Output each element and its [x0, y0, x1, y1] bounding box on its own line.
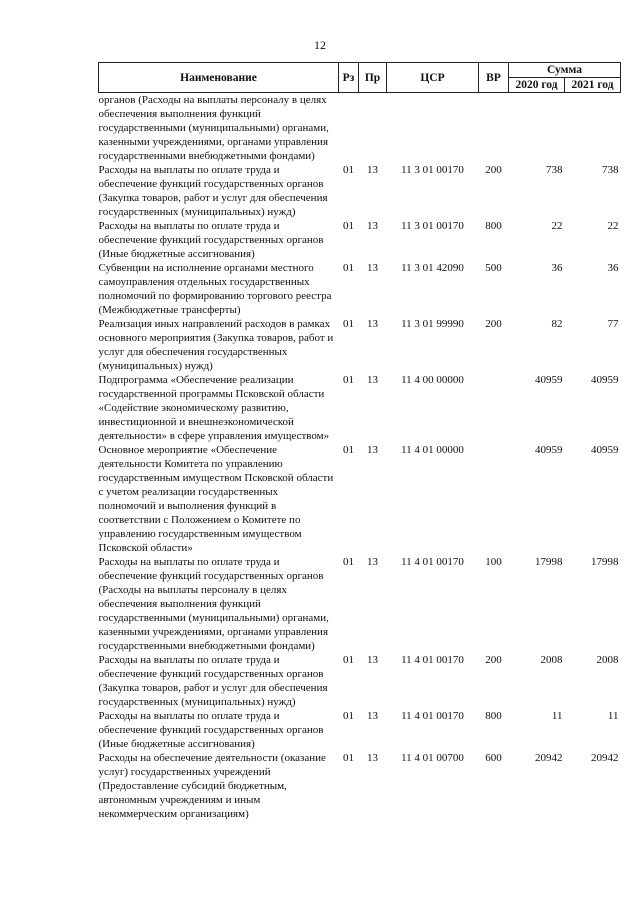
row-name: Расходы на выплаты по оплате труда и обеспечение функций государственных органов (Закупка товаров, работ и услуг для обеспечения государственных (муниципальных) нужд) [98, 654, 328, 708]
row-pr: 13 [367, 318, 378, 330]
row-name: Подпрограмма «Обеспечение реализации государственной программы Псковской области «Содействие экономическому развитию, инвестиционной и внешнеэкономической деятельности» в сфере управления имуществом» [98, 374, 330, 442]
row-rz: 01 [343, 220, 354, 232]
row-vr: 600 [485, 752, 502, 764]
row-name: Расходы на выплаты по оплате труда и обеспечение функций государственных органов (Закупка товаров, работ и услуг для обеспечения государственных (муниципальных) нужд) [98, 164, 328, 218]
row-sum-2020: 2008 [540, 654, 563, 666]
header-name: Наименование [99, 63, 339, 93]
table-row [99, 93, 621, 164]
header-sum: Сумма [509, 63, 621, 78]
row-sum-2020: 20942 [535, 752, 563, 764]
table-row [99, 261, 621, 317]
row-sum-2021: 17998 [591, 556, 619, 568]
row-rz: 01 [343, 374, 354, 386]
row-vr: 200 [485, 164, 502, 176]
row-name: Расходы на выплаты по оплате труда и обеспечение функций государственных органов (Расходы на выплаты персоналу в целях обеспечения выполнения функций государственными (муниципальными) органами, казенными учреждениями, органами управления государственными внебюджетными фондами) [98, 556, 329, 652]
budget-table [98, 62, 621, 821]
row-pr: 13 [367, 164, 378, 176]
header-year-2020: 2020 год [509, 78, 565, 93]
row-rz: 01 [343, 556, 354, 568]
row-vr: 200 [485, 318, 502, 330]
table-row [99, 653, 621, 709]
row-rz: 01 [343, 710, 354, 722]
row-pr: 13 [367, 654, 378, 666]
row-csr: 11 4 01 00700 [401, 752, 464, 764]
row-csr: 11 3 01 99990 [401, 318, 464, 330]
row-sum-2020: 11 [551, 710, 563, 722]
row-sum-2020: 738 [546, 164, 563, 176]
row-name: Расходы на обеспечение деятельности (оказание услуг) государственных учреждений (Предоставление субсидий бюджетным, автономным учреждениям и иным некоммерческим организациям) [98, 752, 326, 820]
row-rz: 01 [343, 164, 354, 176]
row-name: Субвенции на исполнение органами местного самоуправления отдельных государственных полномочий по формированию торгового реестра (Межбюджетные трансферты) [98, 262, 332, 316]
row-sum-2020: 82 [551, 318, 563, 330]
table-body [99, 93, 621, 822]
row-sum-2021: 11 [607, 710, 619, 722]
row-pr: 13 [367, 262, 378, 274]
row-csr: 11 4 01 00170 [401, 654, 464, 666]
table-row [99, 709, 621, 751]
row-pr: 13 [367, 444, 378, 456]
row-vr [479, 93, 509, 164]
header-rz: Рз [339, 63, 359, 93]
row-sum-2021: 738 [602, 164, 619, 176]
row-csr: 11 3 01 42090 [401, 262, 464, 274]
table-row [99, 373, 621, 443]
row-csr: 11 3 01 00170 [401, 164, 464, 176]
row-pr: 13 [367, 374, 378, 386]
row-name: Основное мероприятие «Обеспечение деятельности Комитета по управлению государственным имуществом Псковской области с учетом реализации государственных полномочий и выполнения функций в соответствии с Положением о Комитете по управлению государственным имуществом Псковской области» [98, 444, 334, 554]
row-pr [359, 93, 387, 164]
row-csr: 11 4 01 00170 [401, 710, 464, 722]
row-csr: 11 4 01 00000 [401, 444, 464, 456]
header-pr: Пр [359, 63, 387, 93]
table-header [99, 63, 621, 93]
header-year-2021: 2021 год [565, 78, 621, 93]
row-sum-2021: 36 [607, 262, 619, 274]
row-pr: 13 [367, 220, 378, 232]
table-row [99, 555, 621, 653]
row-sum-2021: 20942 [591, 752, 619, 764]
row-sum-2021: 77 [607, 318, 619, 330]
row-pr: 13 [367, 752, 378, 764]
row-pr: 13 [367, 710, 378, 722]
table-row [99, 443, 621, 555]
row-rz: 01 [343, 654, 354, 666]
row-csr: 11 4 00 00000 [401, 374, 464, 386]
row-sum-2020 [509, 93, 565, 164]
row-sum-2021: 2008 [596, 654, 619, 666]
row-sum-2020: 36 [551, 262, 563, 274]
row-vr: 800 [485, 220, 502, 232]
row-rz: 01 [343, 444, 354, 456]
row-rz: 01 [343, 752, 354, 764]
table-row [99, 219, 621, 261]
table-row [99, 751, 621, 821]
page-number: 12 [314, 38, 326, 52]
table-row [99, 163, 621, 219]
header-csr: ЦСР [387, 63, 479, 93]
row-rz [339, 93, 359, 164]
row-vr: 500 [485, 262, 502, 274]
row-sum-2020: 40959 [535, 374, 563, 386]
row-vr: 200 [485, 654, 502, 666]
row-name: Расходы на выплаты по оплате труда и обеспечение функций государственных органов (Иные бюджетные ассигнования) [98, 710, 324, 750]
row-sum-2021 [565, 93, 621, 164]
row-rz: 01 [343, 262, 354, 274]
header-vr: ВР [479, 63, 509, 93]
row-sum-2020: 22 [551, 220, 563, 232]
row-pr: 13 [367, 556, 378, 568]
row-csr: 11 4 01 00170 [401, 556, 464, 568]
row-sum-2021: 40959 [591, 374, 619, 386]
row-name: органов (Расходы на выплаты персоналу в целях обеспечения выполнения функций государственными (муниципальными) органами, казенными учреждениями, органами управления государственными внебюджетными фондами) [98, 94, 329, 162]
row-sum-2020: 17998 [535, 556, 563, 568]
row-name: Реализация иных направлений расходов в рамках основного мероприятия (Закупка товаров, работ и услуг для обеспечения государственных (муниципальных) нужд) [98, 318, 334, 372]
row-vr: 100 [485, 556, 502, 568]
row-sum-2020: 40959 [535, 444, 563, 456]
row-csr [387, 93, 479, 164]
row-sum-2021: 22 [607, 220, 619, 232]
row-sum-2021: 40959 [591, 444, 619, 456]
row-vr [479, 443, 509, 555]
row-vr: 800 [485, 710, 502, 722]
row-rz: 01 [343, 318, 354, 330]
row-vr [479, 373, 509, 443]
row-name: Расходы на выплаты по оплате труда и обеспечение функций государственных органов (Иные бюджетные ассигнования) [98, 220, 324, 260]
table-row [99, 317, 621, 373]
row-csr: 11 3 01 00170 [401, 220, 464, 232]
